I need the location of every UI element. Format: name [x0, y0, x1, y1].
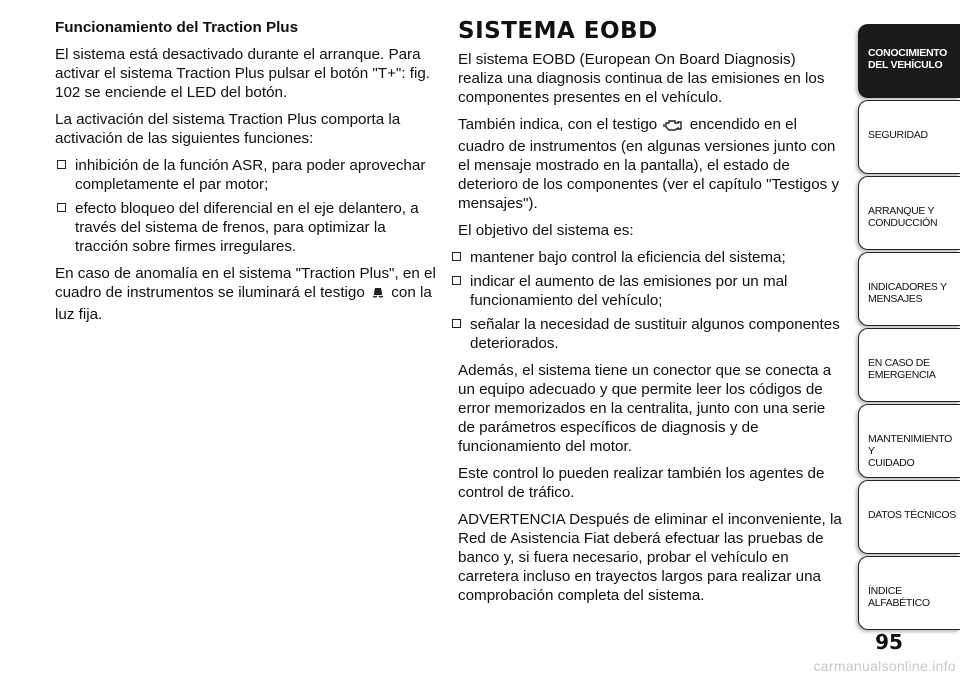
- paragraph: [55, 264, 437, 324]
- tab-label: INDICADORES Y: [868, 281, 947, 293]
- list-item: [450, 272, 842, 310]
- list-item-text: inhibición de la función ASR, para poder aprovechar completamente el par motor;: [75, 157, 426, 193]
- page-number: 95: [875, 630, 903, 654]
- paragraph: [458, 115, 842, 213]
- right-column: [450, 18, 842, 613]
- bullet-icon: [452, 319, 461, 328]
- tab-label: ARRANQUE Y: [868, 205, 935, 217]
- bullet-icon: [452, 276, 461, 285]
- list-item: [450, 315, 842, 353]
- tab-label: MANTENIMIENTO Y: [868, 433, 952, 457]
- tab-indicadores-y-mensajes[interactable]: [858, 252, 960, 326]
- tab-label: MENSAJES: [868, 293, 923, 305]
- tab-label: ÍNDICE ALFABÉTICO: [868, 585, 930, 609]
- traction-warning-icon: [371, 286, 385, 305]
- list-item-text: mantener bajo control la eficiencia del sistema;: [470, 249, 786, 266]
- list-item-text: señalar la necesidad de sustituir algunos componentes deteriorados.: [470, 316, 840, 352]
- bullet-icon: [452, 252, 461, 261]
- tab-datos-tecnicos[interactable]: [858, 480, 960, 554]
- paragraph: Este control lo pueden realizar también los agentes de control de tráfico.: [458, 465, 825, 501]
- paragraph-text: En caso de anomalía en el sistema "Traction Plus", en el cuadro de instrumentos se iluminará el testigo: [55, 265, 436, 301]
- list-item: [55, 199, 437, 256]
- paragraph-text: con la luz fija.: [55, 284, 432, 323]
- list-item-text: efecto bloqueo del diferencial en el eje delantero, a través del sistema de frenos, para optimizar la tracción sobre firmes irregulares.: [75, 200, 419, 255]
- tab-indice-alfabetico[interactable]: [858, 556, 960, 630]
- paragraph: Además, el sistema tiene un conector que se conecta a un equipo adecuado y que permite leer los códigos de error memorizados en la centralita, junto con una serie de parámetros específicos de diagnosis y de funcionamiento del motor.: [458, 362, 832, 455]
- bullet-list: [55, 156, 437, 256]
- tab-en-caso-de-emergencia[interactable]: [858, 328, 960, 402]
- tab-label: EN CASO DE: [868, 357, 930, 369]
- bullet-icon: [57, 203, 66, 212]
- left-column: [55, 18, 437, 332]
- tab-label: EMERGENCIA: [868, 369, 936, 381]
- paragraph: El sistema EOBD (European On Board Diagnosis) realiza una diagnosis continua de las emisiones en los componentes presentes en el vehículo.: [458, 51, 825, 106]
- tab-label: DEL VEHÍCULO: [868, 59, 943, 71]
- paragraph: La activación del sistema Traction Plus comporta la activación de las siguientes funciones:: [55, 111, 401, 147]
- engine-check-icon: [663, 118, 683, 137]
- list-item: [450, 248, 842, 267]
- paragraph-text: También indica, con el testigo: [458, 116, 658, 133]
- tab-arranque-y-conduccion[interactable]: [858, 176, 960, 250]
- list-item-text: indicar el aumento de las emisiones por un mal funcionamiento del vehículo;: [470, 273, 788, 309]
- watermark: carmanualsonline.info: [813, 658, 956, 674]
- paragraph-text: encendido en el cuadro de instrumentos (en algunas versiones junto con el mensaje mostrado en la pantalla), el estado de deterioro de los componentes (ver el capítulo "Testigos y mensajes").: [458, 116, 840, 212]
- tab-label: DATOS TÉCNICOS: [868, 509, 956, 521]
- bullet-list: [450, 248, 842, 353]
- paragraph: El objetivo del sistema es:: [458, 222, 634, 239]
- tab-label: SEGURIDAD: [868, 129, 928, 141]
- tab-label: CONOCIMIENTO: [868, 47, 948, 59]
- bullet-icon: [57, 160, 66, 169]
- section-heading-eobd: SISTEMA EOBD: [458, 18, 658, 44]
- chapter-tabs: [858, 24, 960, 632]
- tab-label: CONDUCCIÓN: [868, 217, 938, 229]
- tab-label: CUIDADO: [868, 457, 915, 469]
- section-heading-traction-plus: Funcionamiento del Traction Plus: [55, 19, 299, 36]
- paragraph: El sistema está desactivado durante el arranque. Para activar el sistema Traction Plus pulsar el botón "T+": fig. 102 se enciende el LED del botón.: [55, 46, 431, 101]
- tab-conocimiento-del-vehiculo[interactable]: [858, 24, 960, 98]
- tab-seguridad[interactable]: [858, 100, 960, 174]
- list-item: [55, 156, 437, 194]
- tab-mantenimiento-y-cuidado[interactable]: [858, 404, 960, 478]
- warning-paragraph: ADVERTENCIA Después de eliminar el inconveniente, la Red de Asistencia Fiat deberá efectuar las pruebas de banco y, si fuera necesario, probar el vehículo en carretera incluso en trayectos largos para realizar una comprobación completa del sistema.: [458, 511, 842, 604]
